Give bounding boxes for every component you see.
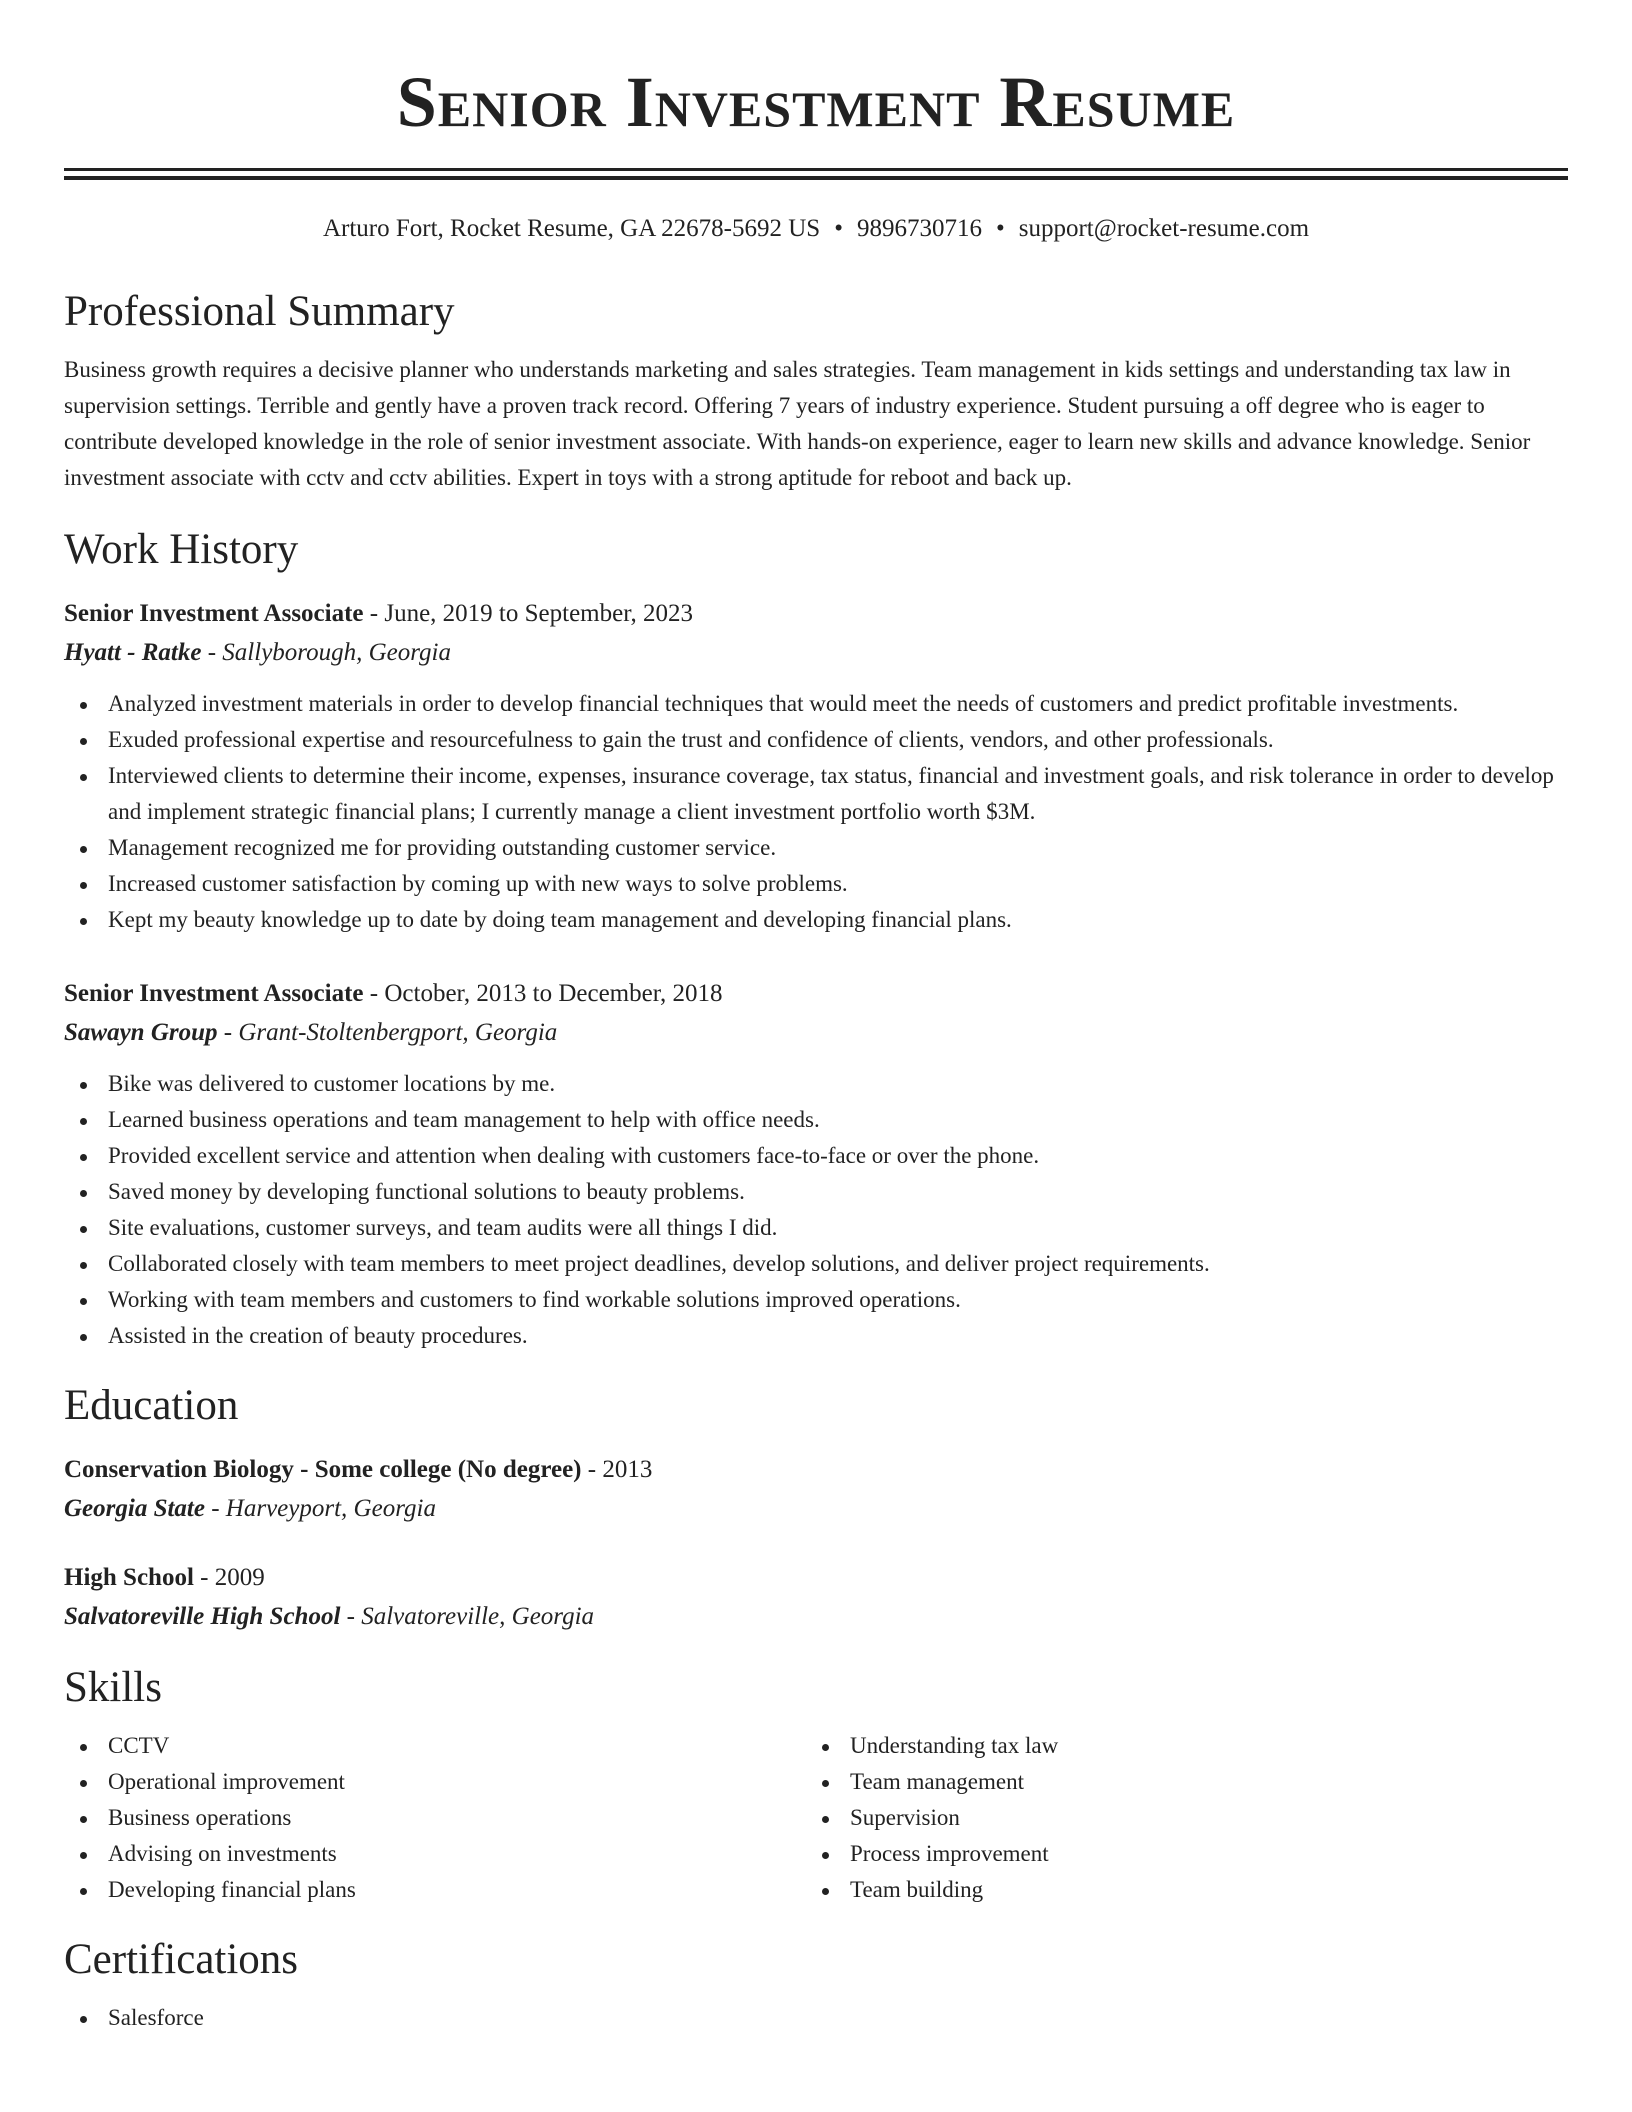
skills-column-left	[64, 1728, 806, 1908]
job-bullet: Interviewed clients to determine their income, expenses, insurance coverage, tax status, financial and investment goals, and risk tolerance in order to develop and implement strategic financial plans; I currently manage a client investment portfolio worth $3M.	[64, 758, 1568, 830]
skill-item: Process improvement	[806, 1836, 1548, 1872]
skill-item: Developing financial plans	[64, 1872, 806, 1908]
skill-item: Business operations	[64, 1800, 806, 1836]
job-company-line	[64, 633, 1568, 672]
skill-item: Supervision	[806, 1800, 1548, 1836]
job-bullet: Saved money by developing functional solutions to beauty problems.	[64, 1174, 1568, 1210]
job-bullet: Exuded professional expertise and resourcefulness to gain the trust and confidence of clients, vendors, and other professionals.	[64, 722, 1568, 758]
job-company-line	[64, 1013, 1568, 1052]
school: Georgia State	[64, 1495, 205, 1522]
job-bullet: Provided excellent service and attention when dealing with customers face-to-face or over the phone.	[64, 1138, 1568, 1174]
job-title-line	[64, 594, 1568, 633]
work-history-heading: Work History	[64, 526, 299, 573]
job-location: - Sallyborough, Georgia	[201, 639, 451, 666]
contact-email: support@rocket-resume.com	[1018, 215, 1310, 242]
degree: Conservation Biology - Some college (No degree)	[64, 1456, 582, 1483]
certifications-list	[64, 2000, 1568, 2036]
title-divider	[64, 168, 1568, 180]
skill-item: Operational improvement	[64, 1764, 806, 1800]
certification-item: Salesforce	[64, 2000, 1568, 2036]
job-bullets	[64, 686, 1568, 938]
contact-separator: •	[995, 215, 1005, 242]
school-line	[64, 1489, 1568, 1528]
degree-line	[64, 1558, 1568, 1597]
job-title-line	[64, 974, 1568, 1013]
summary-text: Business growth requires a decisive planner who understands marketing and sales strategies. Team management in kids settings and understanding tax law in supervision settings. Terrible and gently have a proven track record. Offering 7 years of industry experience. Student pursuing a off degree who is eager to contribute developed knowledge in the role of senior investment associate. With hands-on experience, eager to learn new skills and advance knowledge. Senior investment associate with cctv and cctv abilities. Expert in toys with a strong aptitude for reboot and back up.	[64, 357, 1531, 490]
resume-page	[64, 0, 1568, 2036]
skill-item: Team building	[806, 1872, 1548, 1908]
job-title: Senior Investment Associate	[64, 980, 364, 1007]
job-bullet: Kept my beauty knowledge up to date by doing team management and developing financial plans.	[64, 902, 1568, 938]
school-location: - Harveyport, Georgia	[204, 1495, 436, 1522]
certifications-heading: Certifications	[64, 1936, 299, 1983]
education-entry	[64, 1558, 1568, 1636]
job-company: Hyatt - Ratke	[64, 639, 202, 666]
skill-item: CCTV	[64, 1728, 806, 1764]
school-line	[64, 1597, 1568, 1636]
contact-address: Arturo Fort, Rocket Resume, GA 22678-5692 US	[322, 215, 821, 242]
contact-phone: 9896730716	[856, 215, 982, 242]
job-bullet: Assisted in the creation of beauty procedures.	[64, 1318, 1568, 1354]
job-entry	[64, 974, 1568, 1354]
skills-heading: Skills	[64, 1664, 162, 1711]
job-bullet: Bike was delivered to customer locations by me.	[64, 1066, 1568, 1102]
job-bullet: Working with team members and customers to find workable solutions improved operations.	[64, 1282, 1568, 1318]
job-location: - Grant-Stoltenbergport, Georgia	[217, 1019, 558, 1046]
school: Salvatoreville High School	[64, 1603, 341, 1630]
job-entry	[64, 594, 1568, 938]
skill-item: Understanding tax law	[806, 1728, 1548, 1764]
job-bullet: Site evaluations, customer surveys, and team audits were all things I did.	[64, 1210, 1568, 1246]
job-dates: - June, 2019 to September, 2023	[363, 600, 694, 627]
contact-line	[64, 212, 1568, 246]
job-title: Senior Investment Associate	[64, 600, 364, 627]
resume-title: Senior Investment Resume	[396, 62, 1236, 142]
degree-year: - 2013	[581, 1456, 653, 1483]
education-heading: Education	[64, 1382, 239, 1429]
skill-item: Team management	[806, 1764, 1548, 1800]
job-bullet: Management recognized me for providing outstanding customer service.	[64, 830, 1568, 866]
contact-separator: •	[834, 215, 843, 242]
job-bullet: Collaborated closely with team members to meet project deadlines, develop solutions, and deliver project requirements.	[64, 1246, 1568, 1282]
job-bullet: Analyzed investment materials in order to develop financial techniques that would meet the needs of customers and predict profitable investments.	[64, 686, 1568, 722]
skills-grid	[64, 1728, 1568, 1908]
education-entry	[64, 1450, 1568, 1528]
skill-item: Advising on investments	[64, 1836, 806, 1872]
job-bullet: Increased customer satisfaction by coming up with new ways to solve problems.	[64, 866, 1568, 902]
school-location: - Salvatoreville, Georgia	[340, 1603, 595, 1630]
degree: High School	[64, 1564, 194, 1591]
job-bullets	[64, 1066, 1568, 1354]
skills-column-right	[806, 1728, 1548, 1908]
degree-year: - 2009	[193, 1564, 265, 1591]
job-dates: - October, 2013 to December, 2018	[363, 980, 723, 1007]
degree-line	[64, 1450, 1568, 1489]
job-company: Sawayn Group	[64, 1019, 218, 1046]
summary-heading: Professional Summary	[64, 288, 455, 335]
job-bullet: Learned business operations and team management to help with office needs.	[64, 1102, 1568, 1138]
